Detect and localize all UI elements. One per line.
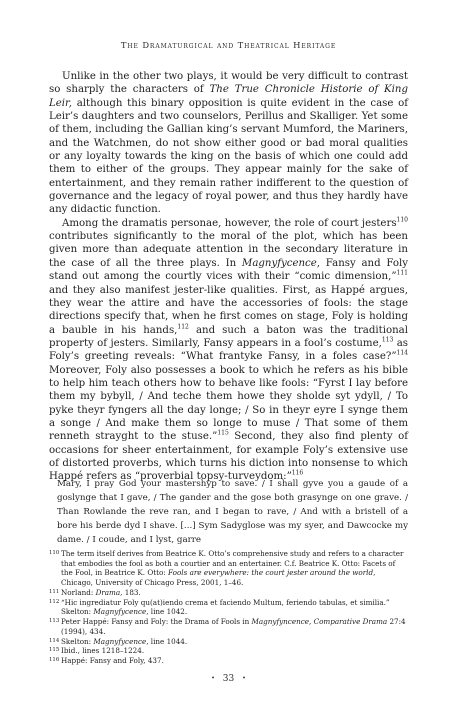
footnote-number: 115 <box>49 647 60 654</box>
footnote-text: The term itself derives from Beatrice K. Otto’s comprehensive study and refers to a character that embodies the fool as both a courtier and an entertainer. C.f. Beatrice K. Otto: Facets of the Fool, in Beatrice K. Otto: <box>61 549 404 578</box>
para2-text-d: and they also manifest jester-like qualities. First, as Happé argues, they wear the attire and have the accessories of fools: the stage directions specify that, when he first comes on stage, Foly is holding a bauble in his hands, <box>49 284 408 336</box>
main-text <box>49 70 408 484</box>
footnote-text: Magnyfycence <box>93 636 147 646</box>
block-quote: Mary, I pray God your mastershyp to save. / I shall gyve you a gaude of a goslynge that I gave, / The gander and the gose both grasynge on one grave. / Than Rowlande the reve ran, and I began to rave, / And with a bristell of a bore his berde dyd I shave. [...] Sym Sadyglose was my syer, and Dawcocke my dame. / I coude, and I lyst, garre <box>57 479 408 546</box>
footnote-number: 112 <box>49 598 60 605</box>
footnote-text: Ibid., lines 1218–1224. <box>61 646 145 656</box>
footnote-text: Skelton: <box>61 636 94 646</box>
footnote-text: “Hic ingrediatur Foly qu(at)iendo crema et faciendo Multum, feriendo tabulas, et similia.” Skelton: <box>61 597 390 617</box>
page-number-dot-right: • <box>242 675 246 682</box>
footnote-ref-115: 115 <box>217 429 229 437</box>
footnote-ref-113: 113 <box>381 336 394 344</box>
footnote-text: Comparative Drama <box>313 617 388 627</box>
footnote-text: Norland: <box>61 587 96 597</box>
footnote-text: , line 1042. <box>146 607 188 617</box>
footnote-ref-111: 111 <box>396 269 408 277</box>
footnote-111 <box>49 588 408 598</box>
footnote-text: Happé: Fansy and Foly, 437. <box>61 656 164 666</box>
para2-text-c: , Fansy and Foly stand out among the courtly vices with their “comic dimension,” <box>49 257 408 283</box>
page-number: 33 <box>222 674 235 684</box>
footnote-115 <box>49 646 408 656</box>
footnote-number: 111 <box>49 588 60 595</box>
footnote-number: 114 <box>49 637 60 644</box>
footnote-ref-110: 110 <box>396 216 408 224</box>
paragraph-2 <box>49 217 408 484</box>
footnote-ref-116: 116 <box>291 469 304 477</box>
play-title: The True Chronicle Historie of King Leir, <box>49 84 408 109</box>
footnote-text: Fools are everywhere: the court jester around the world <box>168 568 374 578</box>
para1-text-a: Unlike in the other two plays, it would be very difficult to contrast so sharply the characters of <box>49 71 408 96</box>
footnote-113 <box>49 617 408 636</box>
para2-text-e: and such a baton was the traditional property of jesters. Similarly, Fansy appears in a fool’s costume, <box>49 324 408 349</box>
footnote-text: , <box>309 617 314 627</box>
para1-text-b: although this binary opposition is quite evident in the case of Leir’s daughters and two counselors, Perillus and Skalliger. Yet some of them, including the Gallian king’s servant Mumford, the Mariners, and the Watchmen, do not show either good or bad moral qualities or any loyalty towards the king on the basis of which one could add them to either of the groups. They appear mainly for the sake of entertainment, and they remain rather indifferent to the question of governance and the legacy of royal power, and thus they hardly have any didactic function. <box>49 97 408 216</box>
footnote-text: Magnyfycence <box>93 607 147 617</box>
footnote-text: 27:4 (1994), 434. <box>61 617 406 636</box>
footnote-ref-114: 114 <box>396 349 408 357</box>
footnote-ref-112: 112 <box>177 323 189 331</box>
para2-text-a: Among the dramatis personae, however, the role of court jesters <box>62 217 397 229</box>
para2-text-b: contributes significantly to the moral of the plot, which has been given more than adequate attention in the secondary literature in the case of all the three plays. In <box>49 231 408 269</box>
footnote-number: 110 <box>49 550 60 556</box>
footnote-116 <box>49 656 408 666</box>
para2-text-h: Second, they also find plenty of occasions for sheer entertainment, for example Foly’s extensive use of distorted proverbs, which turns his diction into nonsense to which Happé refers as “proverbial topsy-turveydom:” <box>49 431 408 483</box>
footnote-text: , line 1044. <box>146 636 188 646</box>
footnote-text: Magnyfyncence <box>251 617 309 627</box>
play-title-magnyfycence: Magnyfycence <box>241 257 317 269</box>
footnote-number: 116 <box>49 657 60 664</box>
footnote-text: Drama <box>95 587 121 597</box>
running-head: The Dramaturgical and Theatrical Heritage <box>120 40 337 50</box>
para2-text-f: as Foly’s greeting reveals: “What frantyke Fansy, in a foles case?” <box>49 337 408 363</box>
footnote-number: 113 <box>49 618 60 625</box>
footnote-112 <box>49 598 408 617</box>
footnote-text: , 183. <box>120 587 141 597</box>
footnote-114 <box>49 637 408 647</box>
para2-text-g: Moreover, Foly also possesses a book to which he refers as his bible to help him teach others how to behave like fools: “Fyrst I lay before them my bybyll, / And teche them howe they sholde syt ydyll, / To pyke theyr fyngers all the day longe; / So in theyr eyre I synge them a songe / And make them so longe to muse / That some of them renneth strayght to the stuse.” <box>49 364 408 443</box>
footnote-text: Peter Happé: Fansy and Foly: the Drama of Fools in <box>61 617 252 627</box>
footnote-110 <box>49 549 408 587</box>
paragraph-1 <box>49 70 408 217</box>
page-number-dot-left: • <box>211 675 215 682</box>
page-number-line <box>0 674 457 684</box>
footnote-text: , Chicago, University of Chicago Press, 2001, 1–46. <box>61 568 376 587</box>
footnotes <box>49 549 408 666</box>
